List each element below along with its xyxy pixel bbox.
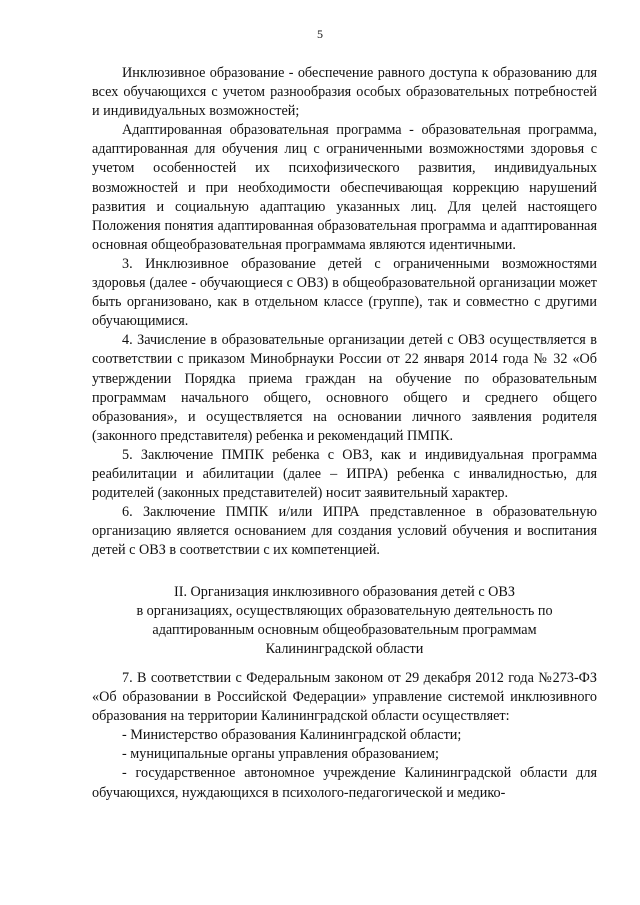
paragraph-item-7: 7. В соответствии с Федеральным законом от 29 декабря 2012 года №273-ФЗ «Об образовании в Российской Федерации» управление системой инклюзивного образования на территории Калининградской области осуществляет: (92, 670, 597, 725)
section-heading (92, 583, 597, 659)
section-heading-line: Калининградской области (265, 641, 424, 658)
section-heading-line: адаптированным основным общеобразовательным программам (152, 622, 537, 639)
section-heading-line: в организациях, осуществляющих образовательную деятельность по (136, 603, 553, 620)
section-heading-line: II. Организация инклюзивного образования детей с ОВЗ (174, 584, 515, 600)
list-item: - государственное автономное учреждение Калининградской области для обучающихся, нуждающихся в психолого-педагогической и медико- (92, 765, 597, 801)
list-item: - Министерство образования Калининградской области; (122, 727, 462, 744)
paragraph-inclusive-education-definition: Инклюзивное образование - обеспечение равного доступа к образованию для всех обучающихся с учетом разнообразия особых образовательных потребностей и индивидуальных возможностей; (92, 65, 597, 120)
paragraph-item-6: 6. Заключение ПМПК и/или ИПРА представленное в образовательную организацию является основанием для создания условий обучения и воспитания детей с ОВЗ в соответствии с их компетенцией. (92, 504, 597, 559)
paragraph-item-5: 5. Заключение ПМПК ребенка с ОВЗ, как и индивидуальная программа реабилитации и абилитации (далее – ИПРА) ребенка с инвалидностью, для родителей (законных представителей) носит заявительный характер. (92, 446, 597, 502)
paragraph-adapted-program-definition: Адаптированная образовательная программа - образовательная программа, адаптированная для обучения лиц с ограниченными возможностями здоровья с учетом особенностей их психофизического развития, индивидуальных возможностей и при необходимости обеспечивающая коррекцию нарушений развития и социальную адаптацию указанных лиц. Для целей настоящего Положения понятия адаптированная образовательная программа и адаптированная основная общеобразовательная программама являются идентичными. (92, 122, 597, 253)
page-number: 5 (317, 27, 323, 41)
body-text-bottom (92, 669, 597, 803)
list-item: - муниципальные органы управления образованием; (122, 746, 439, 763)
paragraph-item-3: 3. Инклюзивное образование детей с ограниченными возможностями здоровья (далее - обучающиеся с ОВЗ) в общеобразовательной организации может быть организовано, как в отдельном классе (группе), так и совместно с другими обучающимися. (92, 255, 597, 330)
body-text-top (92, 64, 597, 560)
paragraph-item-4: 4. Зачисление в образовательные организации детей с ОВЗ осуществляется в соответствии с приказом Минобрнауки России от 22 января 2014 года № 32 «Об утверждении Порядка приема граждан на обучение по образовательным программам начального общего, основного общего и среднего общего образования», и осуществляется на основании личного заявления родителя (законного представителя) ребенка и рекомендаций ПМПК. (92, 332, 597, 444)
